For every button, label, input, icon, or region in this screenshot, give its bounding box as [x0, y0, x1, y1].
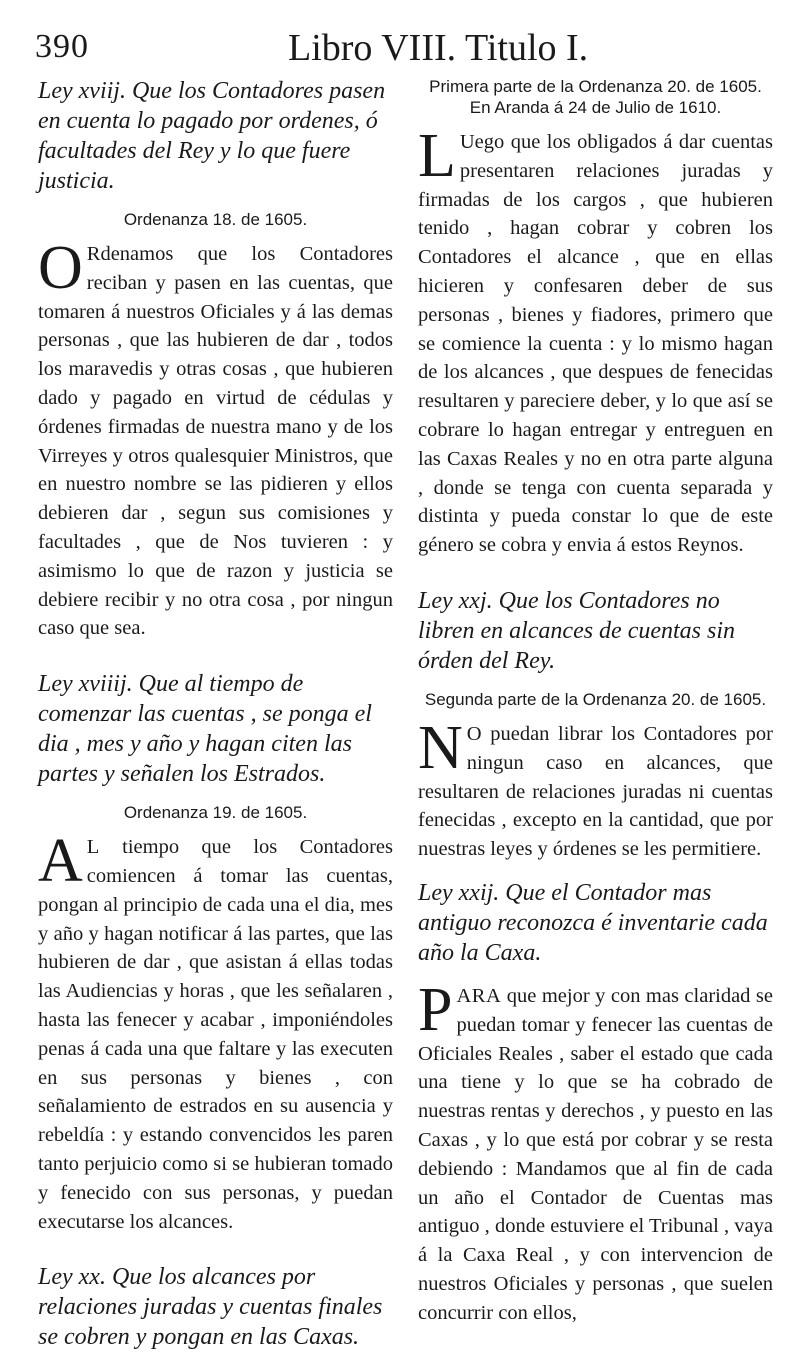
law-19-dropcap: A	[38, 827, 83, 896]
law-22-body	[418, 975, 773, 1328]
law-21-ordinance: Segunda parte de la Ordenanza 20. de 1605.	[424, 689, 767, 709]
page-header	[0, 10, 800, 70]
law-20-intro: Primera parte de la Ordenanza 20. de 1605. En Aranda á 24 de Julio de 1610.	[429, 77, 762, 117]
law-18-dropcap: O	[38, 234, 83, 302]
law-19-ordinance: Ordenanza 19. de 1605.	[123, 803, 308, 823]
law-22-text: que mejor y con mas claridad se puedan tomar y fenecer las cuentas de Oficiales Reales , saber el estado que cada una tiene y lo que se ha cobrado de nuestras rentas y derechos , y puesto en las Caxas , y lo que está por cobrar y se resta debiendo : Mandamos que al fin de cada un año el Contador de Cuentas mas antiguo , donde estuviere el Tribunal , vaya á la Caxa Real , y con intervencion de nuestros Oficiales y personas , que suelen concurrir con ellos,	[418, 984, 773, 1324]
law-22-small-caps: ARA	[456, 984, 502, 1007]
law-21-text: O puedan librar los Contadores por ningun caso en alcances, que resultaren de relaciones juradas ni cuentas fenecidas , excepto en la cantidad, que por nuestras leyes y órdenes se les permitiere.	[418, 722, 773, 861]
law-21-body	[418, 713, 773, 864]
law-21-title: Ley xxj. Que los Contadores no libren en alcances de cuentas sin órden del Rey.	[418, 587, 736, 674]
law-18-title: Ley xviij. Que los Contadores pasen en cuenta lo pagado por ordenes, ó facultades del Rey y lo que fuere justicia.	[38, 78, 386, 194]
law-20-text: Uego que los obligados á dar cuentas presentaren relaciones juradas y firmadas de los cargos , que hubieren tenido , hagan cobrar y cobren los Contadores el alcance , que en ellas hicieren y confesaren deber de sus personas , bienes y fiadores, primero que se comience la cuenta : y lo mismo hagan de los alcances , que despues de fenecidas resultaren y pareciere deber, y lo que así se cobrare lo hagan entregar y entreguen en las Caxas Reales y no en otra parte alguna , donde se tenga con cuenta separada y distinta y pueda constar lo que de este género se cobra y envia á estos Reynos.	[418, 131, 773, 557]
page-number: 390	[35, 28, 89, 65]
law-19-first-letter: L	[86, 836, 100, 859]
law-20-body	[418, 122, 773, 560]
law-20-dropcap: L	[418, 122, 456, 190]
law-19-body	[38, 827, 393, 1236]
law-22-dropcap: P	[418, 975, 453, 1044]
law-18-body	[38, 234, 393, 643]
law-18-text: Rdenamos que los Contadores reciban y pasen en las cuentas, que tomaren á nuestros Oficiales y á las demas personas , que las hubieren de dar , todos los maravedis y otras cosas , que hubieren dado y pagado en virtud de cédulas y órdenes firmadas de nuestra mano y de los Virreyes y otros qualesquier Ministros, que en nuestro nombre se las pidieren y ellos debieren dar , segun sus comisiones y facultades , que de Nos tuvieren : y asimismo lo que de razon y justicia se debiere recibir y no otra cosa , por ningun caso que sea.	[38, 243, 393, 640]
right-column	[418, 76, 773, 1328]
law-19-title: Ley xviiij. Que al tiempo de comenzar las cuentas , se ponga el dia , mes y año y hagan citen las partes y señalen los Estrados.	[38, 671, 372, 788]
law-21-dropcap: N	[418, 713, 463, 782]
law-22-title: Ley xxij. Que el Contador mas antiguo reconozca é inventarie cada año la Caxa.	[418, 879, 768, 966]
law-19-text: tiempo que los Contadores comiencen á tomar las cuentas, pongan al principio de cada una el dia, mes y año y hagan notificar á las partes, que las hubieren de dar , que asistan á ellas todas las Audiencias y horas , que les señalaren , hasta las fenecer y acabar , imponiéndoles penas á cada una que faltare y las executen en sus personas y bienes , con señalamiento de estrados en su ausencia y rebeldía : y estando convencidos les paren tanto perjuicio como si se hubieran tomado y fenecido con sus personas, y puedan executarse los alcances.	[38, 836, 393, 1233]
running-title: Libro VIII. Titulo I.	[288, 27, 589, 69]
law-20-title: Ley xx. Que los alcances por relaciones juradas y cuentas finales se cobren y pongan en las Caxas.	[38, 1264, 383, 1351]
left-column	[38, 76, 393, 1352]
law-18-ordinance: Ordenanza 18. de 1605.	[123, 210, 308, 229]
